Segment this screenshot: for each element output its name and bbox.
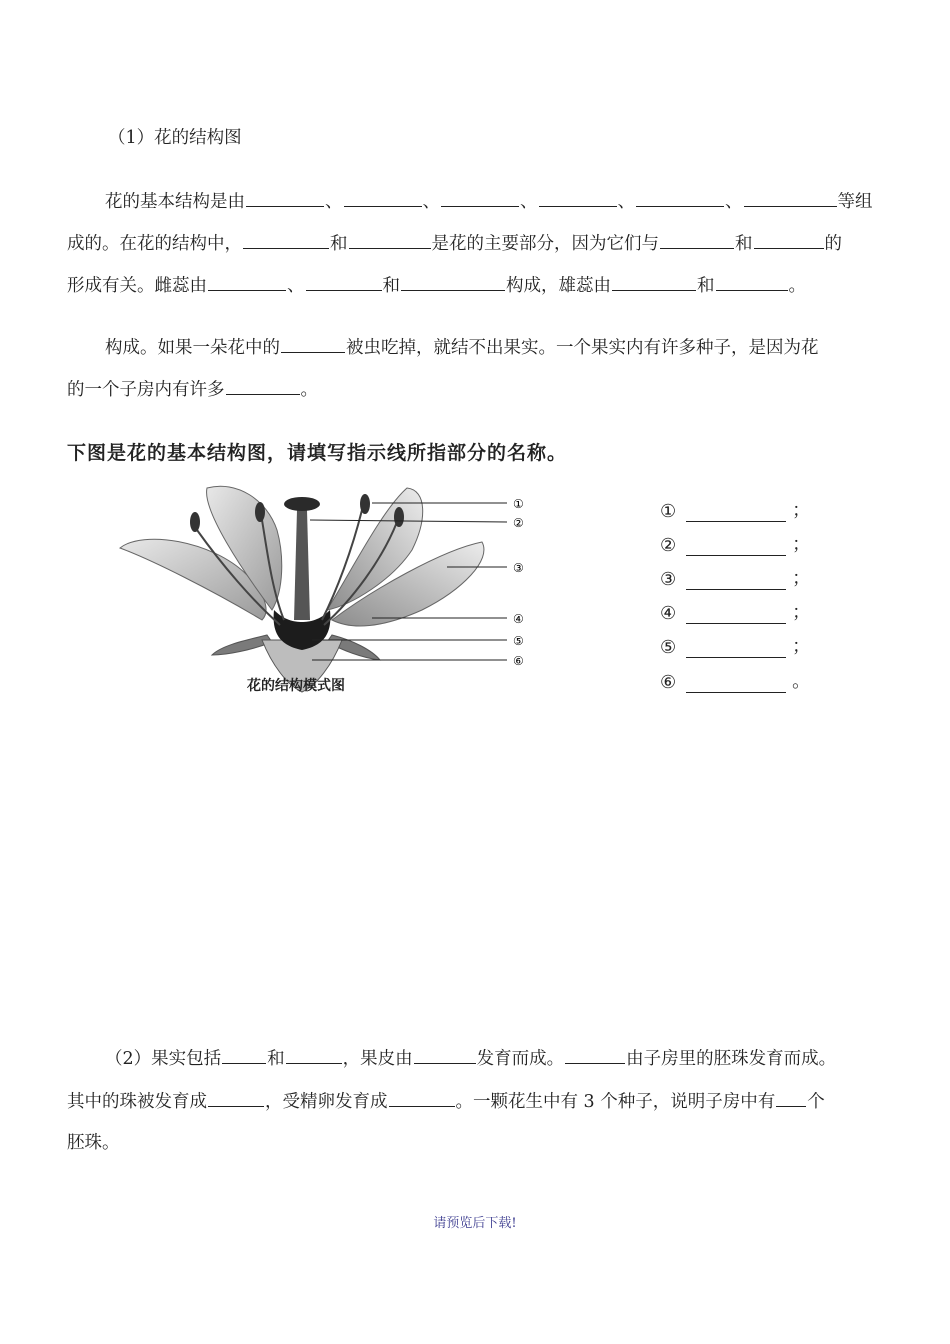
stamen-anther [394,507,404,527]
answer-punct: ； [792,602,811,623]
answer-punct: 。 [792,671,811,692]
answer-blank[interactable] [246,188,324,207]
answer-blank[interactable] [306,272,382,291]
paragraph1-line2 [67,230,842,256]
pistil-style [294,510,310,620]
answer-blank[interactable] [222,1045,266,1064]
text-segment: 和 [735,234,753,254]
paragraph1-line1 [105,188,873,214]
answer-blank[interactable] [716,272,788,291]
answer-number: ④ [660,603,677,624]
figure-caption: 花的结构模式图 [247,678,345,694]
answer-blank[interactable] [401,272,505,291]
text-segment: 被虫吃掉，就结不出果实。一个果实内有许多种子，是因为花 [346,338,819,358]
answer-blank[interactable] [414,1045,476,1064]
text-segment: 构成。如果一朵花中的 [105,338,280,358]
text-segment: 和 [697,276,715,296]
text-segment: 个 [807,1092,825,1112]
text-segment: 发育而成。 [476,1049,565,1069]
text-segment: 、 [617,192,635,212]
paragraph1-line3 [67,272,806,298]
answer-blank[interactable] [286,1045,342,1064]
section2-line3: 胚珠。 [67,1133,120,1153]
answer-blank[interactable] [686,609,786,624]
stamen-anther [360,494,370,514]
section1-title: （1）花的结构图 [108,128,242,148]
answer-blank[interactable] [636,188,724,207]
text-segment: 成的。在花的结构中， [67,234,242,254]
answer-blank[interactable] [776,1088,806,1107]
text-segment: （2）果实包括 [105,1049,222,1069]
answer-blank[interactable] [349,230,431,249]
answer-blank[interactable] [539,188,617,207]
text-segment: 由子房里的胚珠发育而成。 [626,1049,837,1069]
answer-blank[interactable] [565,1045,625,1064]
answer-punct: ； [792,500,811,521]
text-segment: 形成有关。雌蕊由 [67,276,207,296]
answer-blank[interactable] [754,230,824,249]
text-segment: 、 [520,192,538,212]
callout-5: ⑤ [513,634,524,648]
answer-row-3 [660,564,810,590]
text-segment: 、 [725,192,743,212]
answer-blank[interactable] [208,1088,264,1107]
text-segment: 其中的珠被发育成 [67,1092,207,1112]
answer-blank[interactable] [686,643,786,658]
stamen-anther [190,512,200,532]
text-segment: 。 [788,276,806,296]
text-segment: 。 [300,380,318,400]
left-sepal [212,635,272,655]
callout-6: ⑥ [513,654,524,668]
text-segment: 、 [422,192,440,212]
text-segment: ，受精卵发育成 [265,1092,388,1112]
text-segment: 、 [287,276,305,296]
figure-heading: 下图是花的基本结构图，请填写指示线所指部分的名称。 [67,442,568,464]
answer-blank[interactable] [389,1088,455,1107]
text-segment: 的一个子房内有许多 [67,380,225,400]
answer-blank[interactable] [208,272,286,291]
answer-punct: ； [792,636,811,657]
answer-row-4 [660,598,810,624]
answer-blank[interactable] [686,507,786,522]
callout-1: ① [513,497,524,511]
flower-diagram [62,470,542,705]
section2-line2 [67,1088,825,1114]
paragraph2-line2 [67,376,318,402]
answer-punct: ； [792,534,811,555]
answer-blank[interactable] [344,188,422,207]
text-segment: 。一颗花生中有 3 个种子，说明子房中有 [455,1092,776,1112]
answer-row-5 [660,632,810,658]
answer-row-6 [660,667,810,693]
answer-blank[interactable] [660,230,734,249]
answer-blank[interactable] [281,334,345,353]
callout-2: ② [513,516,524,530]
answer-blank[interactable] [686,541,786,556]
answer-blank[interactable] [226,376,300,395]
text-segment: ，果皮由 [342,1049,413,1069]
text-segment: 和 [382,276,400,296]
answer-blank[interactable] [243,230,329,249]
callout-3: ③ [513,561,524,575]
text-segment: 和 [330,234,348,254]
pistil-stigma [284,497,320,511]
download-footer[interactable]: 请预览后下载! [433,1216,517,1231]
answer-blank[interactable] [612,272,696,291]
answer-blank[interactable] [686,575,786,590]
answer-blank[interactable] [441,188,519,207]
answer-blank[interactable] [744,188,837,207]
answer-punct: ； [792,568,811,589]
text-segment: 、 [325,192,343,212]
text-segment: 和 [267,1049,285,1069]
answer-number: ⑥ [660,672,677,693]
text-segment: 是花的主要部分，因为它们与 [431,234,659,254]
paragraph2-line1 [105,334,819,360]
answer-row-2 [660,530,810,556]
answer-row-1 [660,496,810,522]
text-segment: 构成，雄蕊由 [506,276,611,296]
answer-number: ③ [660,569,677,590]
answer-number: ⑤ [660,637,677,658]
text-segment: 花的基本结构是由 [105,192,245,212]
text-segment: 等组 [837,192,873,212]
text-segment: 的 [824,234,842,254]
section2-line1 [105,1045,836,1071]
answer-number: ① [660,501,677,522]
flower-structure-figure [62,438,822,700]
stamen-anther [255,502,265,522]
callout-4: ④ [513,612,524,626]
answer-blank[interactable] [686,678,786,693]
answer-number: ② [660,535,677,556]
